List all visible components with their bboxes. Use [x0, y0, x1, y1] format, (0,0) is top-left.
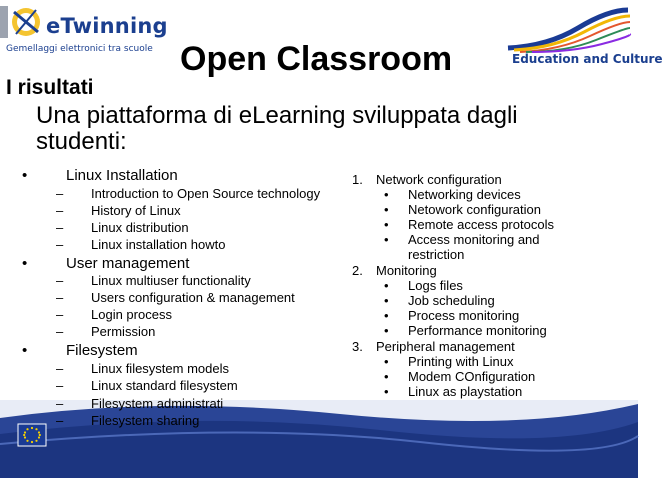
dash-marker: – [56, 378, 64, 393]
dash-marker: – [56, 396, 64, 411]
bullet-marker: • [384, 354, 389, 369]
subtopic-label: Access monitoring and restriction [408, 232, 540, 262]
slide-title: Open Classroom [180, 40, 453, 78]
dash-marker: – [56, 273, 64, 288]
subtopic-label: Linux installation howto [91, 237, 226, 252]
subtopic-label: Remote access protocols [408, 217, 554, 232]
subtopic-label: Netowork configuration [408, 202, 541, 217]
topic-label: Monitoring [376, 263, 437, 278]
bullet-marker: • [384, 278, 389, 293]
bullet-marker: • [384, 308, 389, 323]
dash-marker: – [56, 237, 64, 252]
bullet-marker: • [384, 187, 389, 202]
education-culture-logo-text: Education and Culture [512, 52, 663, 66]
subtopic-label: Process monitoring [408, 308, 520, 323]
etwinning-subtitle: Gemellaggi elettronici tra scuole [6, 44, 153, 54]
topic-label: Filesystem [66, 342, 138, 359]
subtopic-label: Users configuration & management [91, 290, 295, 305]
etwinning-logo-text: eTwinning [46, 14, 168, 38]
dash-marker: – [56, 203, 64, 218]
dash-marker: – [56, 186, 64, 201]
subtopic-label: Linux standard filesystem [91, 378, 238, 393]
subtopic-label: History of Linux [91, 203, 181, 218]
subtopic-label: Linux distribution [91, 220, 189, 235]
bullet-marker: • [22, 255, 28, 272]
subtopic-label: Printing with Linux [408, 354, 514, 369]
bullet-marker: • [384, 232, 389, 247]
bullet-marker: • [22, 167, 28, 184]
dash-marker: – [56, 413, 64, 428]
subtopic-label: Modem COnfiguration [408, 369, 536, 384]
subtopic-label: Linux filesystem models [91, 361, 229, 376]
bullet-marker: • [384, 384, 389, 399]
dash-marker: – [56, 290, 64, 305]
bullet-marker: • [384, 202, 389, 217]
dash-marker: – [56, 361, 64, 376]
topic-label: User management [66, 255, 190, 272]
slide-subtitle: Una piattaforma di eLearning sviluppata dagli studenti: [36, 102, 518, 155]
subtopic-label: Networking devices [408, 187, 521, 202]
number-marker: 2. [352, 263, 363, 278]
subtopic-label: Filesystem administrati [91, 396, 224, 411]
dash-marker: – [56, 307, 64, 322]
bullet-marker: • [384, 293, 389, 308]
bullet-marker: • [384, 369, 389, 384]
subtopic-label: Job scheduling [408, 293, 495, 308]
eu-flag-icon [18, 424, 46, 446]
bullet-marker: • [22, 342, 28, 359]
subtopic-label: Performance monitoring [408, 323, 547, 338]
subtopic-label: Linux multiuser functionality [91, 273, 251, 288]
number-marker: 1. [352, 172, 363, 187]
subtopic-label: Login process [91, 307, 172, 322]
topic-label: Linux Installation [66, 167, 178, 184]
footer-band [0, 400, 638, 478]
dash-marker: – [56, 324, 64, 339]
subtopic-label: Logs files [408, 278, 463, 293]
bullet-marker: • [384, 217, 389, 232]
subtopic-label: Filesystem sharing [91, 413, 200, 428]
topic-label: Peripheral management [376, 339, 515, 354]
bullet-marker: • [384, 323, 389, 338]
subtopic-label: Permission [91, 324, 156, 339]
dash-marker: – [56, 220, 64, 235]
subtopic-label: Introduction to Open Source technology [91, 186, 321, 201]
topic-label: Network configuration [376, 172, 502, 187]
number-marker: 3. [352, 339, 363, 354]
subtopic-label: Linux as playstation [408, 384, 523, 399]
section-heading: I risultati [6, 76, 94, 99]
education-culture-logo-icon [508, 8, 630, 52]
